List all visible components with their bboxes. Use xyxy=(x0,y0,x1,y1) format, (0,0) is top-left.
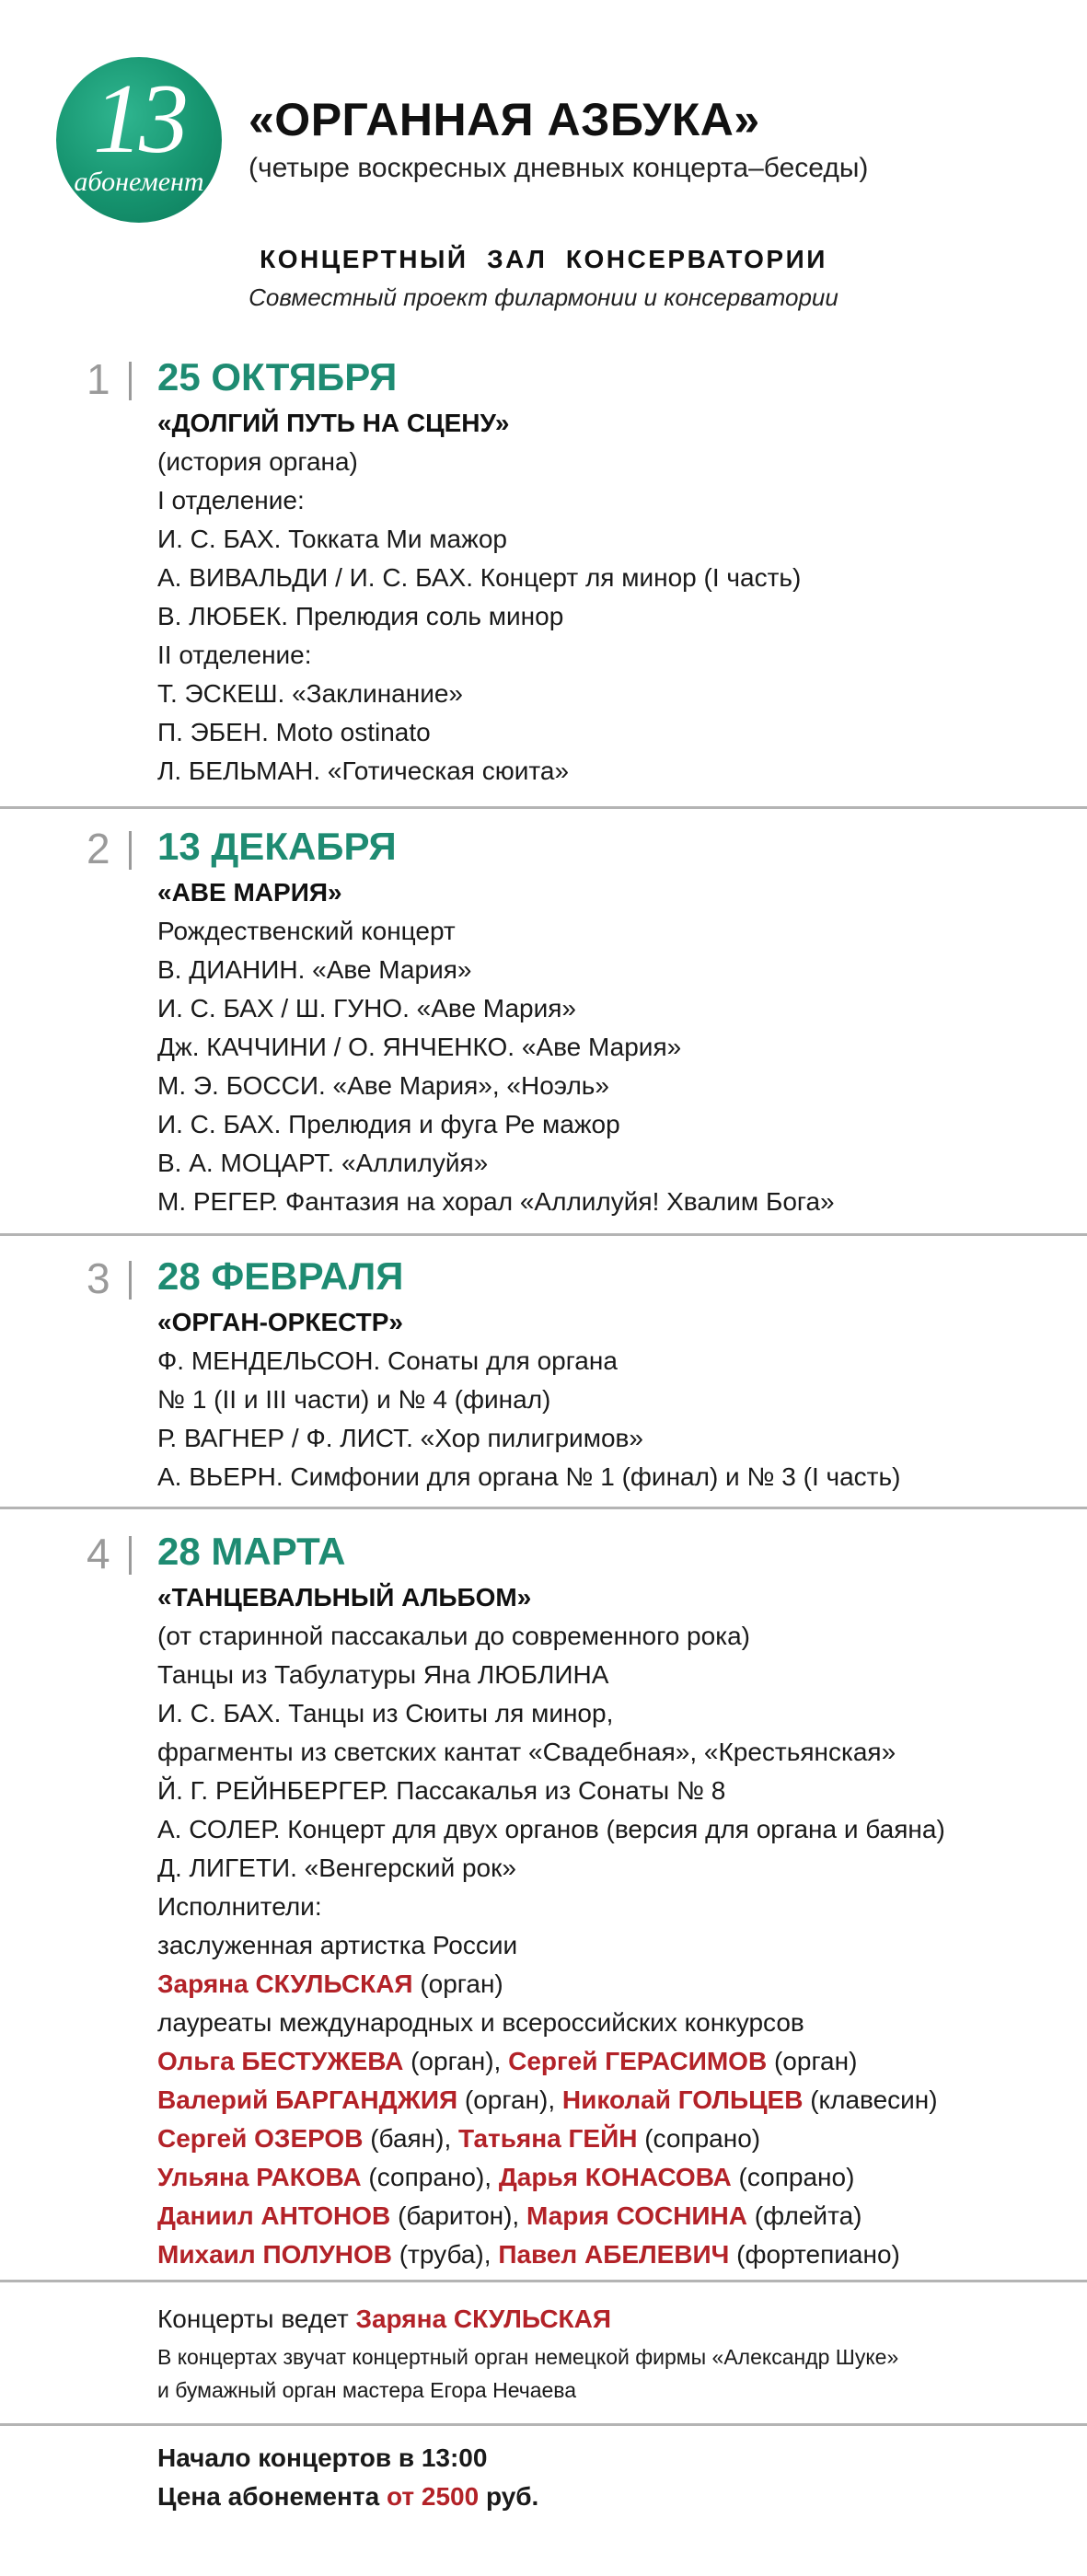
program-line: А. ВИВАЛЬДИ / И. С. БАХ. Концерт ля минор (I часть) xyxy=(157,563,802,592)
performer-name: Татьяна ГЕЙН xyxy=(458,2124,638,2153)
performer-name: Даниил АНТОНОВ xyxy=(157,2201,391,2230)
program-line: Рождественский концерт xyxy=(157,917,456,945)
performer-role: (баян), xyxy=(370,2124,452,2153)
number-separator xyxy=(129,831,132,870)
badge-number: 13 xyxy=(93,64,185,174)
program-line: Дж. КАЧЧИНИ / О. ЯНЧЕНКО. «Аве Мария» xyxy=(157,1033,682,1061)
performer-name: Сергей ОЗЕРОВ xyxy=(157,2124,364,2153)
program-line: А. СОЛЕР. Концерт для двух органов (версия для органа и баяна) xyxy=(157,1815,945,1843)
concert-date: 28 МАРТА xyxy=(157,1530,346,1573)
price-line xyxy=(157,2478,538,2515)
performer-row xyxy=(157,2120,945,2158)
performer-role: (сопрано) xyxy=(644,2124,761,2153)
section-divider xyxy=(0,1507,1087,1509)
program-line: фрагменты из светских кантат «Свадебная», «Крестьянская» xyxy=(157,1738,896,1766)
laureates-title: лауреаты международных и всероссийских конкурсов xyxy=(157,2008,804,2037)
program-line: Л. БЕЛЬМАН. «Готическая сюита» xyxy=(157,757,570,785)
program-line: И. С. БАХ / Ш. ГУНО. «Аве Мария» xyxy=(157,994,576,1022)
program-line: № 1 (II и III части) и № 4 (финал) xyxy=(157,1385,551,1414)
host-name: Заряна СКУЛЬСКАЯ xyxy=(355,2305,611,2333)
performer-role: (сопрано), xyxy=(368,2163,492,2191)
badge-word: абонемент xyxy=(74,167,204,197)
performer-name: Заряна СКУЛЬСКАЯ xyxy=(157,1970,413,1998)
number-separator xyxy=(129,1536,132,1575)
concert-title: «ТАНЦЕВАЛЬНЫЙ АЛЬБОМ» xyxy=(157,1583,532,1611)
performer-role: (орган) xyxy=(773,2047,858,2075)
program-line: Й. Г. РЕЙНБЕРГЕР. Пассакалья из Сонаты № 8 xyxy=(157,1776,726,1805)
program-line: Т. ЭСКЕШ. «Заклинание» xyxy=(157,679,463,708)
performer-name: Валерий БАРГАНДЖИЯ xyxy=(157,2085,458,2114)
program-line: В. ЛЮБЕК. Прелюдия соль минор xyxy=(157,602,564,630)
concert-title: «ОРГАН-ОРКЕСТР» xyxy=(157,1308,403,1336)
program-list xyxy=(157,1617,945,2274)
number-separator xyxy=(129,1261,132,1300)
performer-name: Мария СОСНИНА xyxy=(526,2201,747,2230)
host-line xyxy=(157,2301,611,2338)
concert-date: 28 ФЕВРАЛЯ xyxy=(157,1254,404,1298)
performer-row xyxy=(157,2158,945,2197)
venue-name: КОНЦЕРТНЫЙ ЗАЛ КОНСЕРВАТОРИИ xyxy=(260,245,827,273)
concert-title: «ДОЛГИЙ ПУТЬ НА СЦЕНУ» xyxy=(157,409,510,437)
program-line: (от старинной пассакальи до современного рока) xyxy=(157,1622,750,1650)
program-line: (история органа) xyxy=(157,447,358,476)
venue-note: Совместный проект филармонии и консерватории xyxy=(249,283,838,311)
program-line: Ф. МЕНДЕЛЬСОН. Сонаты для органа xyxy=(157,1346,618,1375)
concert-date: 25 ОКТЯБРЯ xyxy=(157,355,398,399)
program-line: В. А. МОЦАРТ. «Аллилуйя» xyxy=(157,1149,489,1177)
program-line: I отделение: xyxy=(157,486,305,514)
program-line: Д. ЛИГЕТИ. «Венгерский рок» xyxy=(157,1854,516,1882)
price-value: от 2500 xyxy=(386,2482,480,2511)
section-divider xyxy=(0,2423,1087,2426)
price-prefix: Цена абонемента xyxy=(157,2482,380,2511)
organ-note: В концертах звучат концертный орган немецкой фирмы «Александр Шуке» xyxy=(157,2345,899,2369)
performers-heading: Исполнители: xyxy=(157,1892,322,1921)
performer-role: (клавесин) xyxy=(810,2085,938,2114)
performer-role: (орган), xyxy=(464,2085,556,2114)
start-time: Начало концертов в 13:00 xyxy=(157,2443,488,2472)
program-line: И. С. БАХ. Токката Ми мажор xyxy=(157,525,507,553)
concert-number: 1 xyxy=(87,355,110,403)
program-list xyxy=(157,912,835,1221)
host-prefix: Концерты ведет xyxy=(157,2305,349,2333)
performer-role: (фортепиано) xyxy=(736,2240,900,2269)
performer-row xyxy=(157,2042,945,2081)
program-line: П. ЭБЕН. Moto ostinato xyxy=(157,718,431,746)
performer-role: (флейта) xyxy=(754,2201,862,2230)
program-line: В. ДИАНИН. «Аве Мария» xyxy=(157,955,472,984)
page-title: «ОРГАННАЯ АЗБУКА» xyxy=(249,94,760,145)
performer-row xyxy=(157,2197,945,2235)
program-line: А. ВЬЕРН. Симфонии для органа № 1 (финал) и № 3 (I часть) xyxy=(157,1462,901,1491)
honored-performer xyxy=(157,1965,945,2004)
page-subtitle: (четыре воскресных дневных концерта–беседы) xyxy=(249,153,869,183)
price-suffix: руб. xyxy=(485,2482,539,2511)
performer-name: Николай ГОЛЬЦЕВ xyxy=(561,2085,804,2114)
program-line: М. Э. БОССИ. «Аве Мария», «Ноэль» xyxy=(157,1071,609,1100)
section-divider xyxy=(0,2280,1087,2282)
performer-role: (баритон), xyxy=(398,2201,520,2230)
number-separator xyxy=(129,362,132,400)
performer-role: (труба), xyxy=(399,2240,491,2269)
concert-title: «АВЕ МАРИЯ» xyxy=(157,878,342,907)
subscription-badge xyxy=(56,57,222,223)
program-list xyxy=(157,1342,900,1496)
concert-number: 4 xyxy=(87,1530,110,1577)
program-line: М. РЕГЕР. Фантазия на хорал «Аллилуйя! Хвалим Бога» xyxy=(157,1187,835,1216)
program-line: И. С. БАХ. Прелюдия и фуга Ре мажор xyxy=(157,1110,620,1138)
performer-name: Дарья КОНАСОВА xyxy=(498,2163,732,2191)
performer-name: Ольга БЕСТУЖЕВА xyxy=(157,2047,404,2075)
performer-role: (сопрано) xyxy=(738,2163,855,2191)
section-divider xyxy=(0,806,1087,809)
performer-name: Ульяна РАКОВА xyxy=(157,2163,362,2191)
performer-name: Павел АБЕЛЕВИЧ xyxy=(498,2240,730,2269)
concert-number: 3 xyxy=(87,1254,110,1302)
performer-row xyxy=(157,2081,945,2120)
organ-note: и бумажный орган мастера Егора Нечаева xyxy=(157,2378,577,2402)
performer-role: (орган), xyxy=(411,2047,502,2075)
program-line: Танцы из Табулатуры Яна ЛЮБЛИНА xyxy=(157,1660,609,1689)
performer-role: (орган) xyxy=(420,1970,503,1998)
concert-date: 13 ДЕКАБРЯ xyxy=(157,825,397,868)
program-line: II отделение: xyxy=(157,641,312,669)
performer-name: Сергей ГЕРАСИМОВ xyxy=(508,2047,768,2075)
program-line: Р. ВАГНЕР / Ф. ЛИСТ. «Хор пилигримов» xyxy=(157,1424,643,1452)
performer-name: Михаил ПОЛУНОВ xyxy=(157,2240,392,2269)
program-line: И. С. БАХ. Танцы из Сюиты ля минор, xyxy=(157,1699,614,1727)
concert-number: 2 xyxy=(87,825,110,872)
section-divider xyxy=(0,1233,1087,1236)
honored-title: заслуженная артистка России xyxy=(157,1931,518,1959)
program-list xyxy=(157,443,801,791)
performer-row xyxy=(157,2235,945,2274)
